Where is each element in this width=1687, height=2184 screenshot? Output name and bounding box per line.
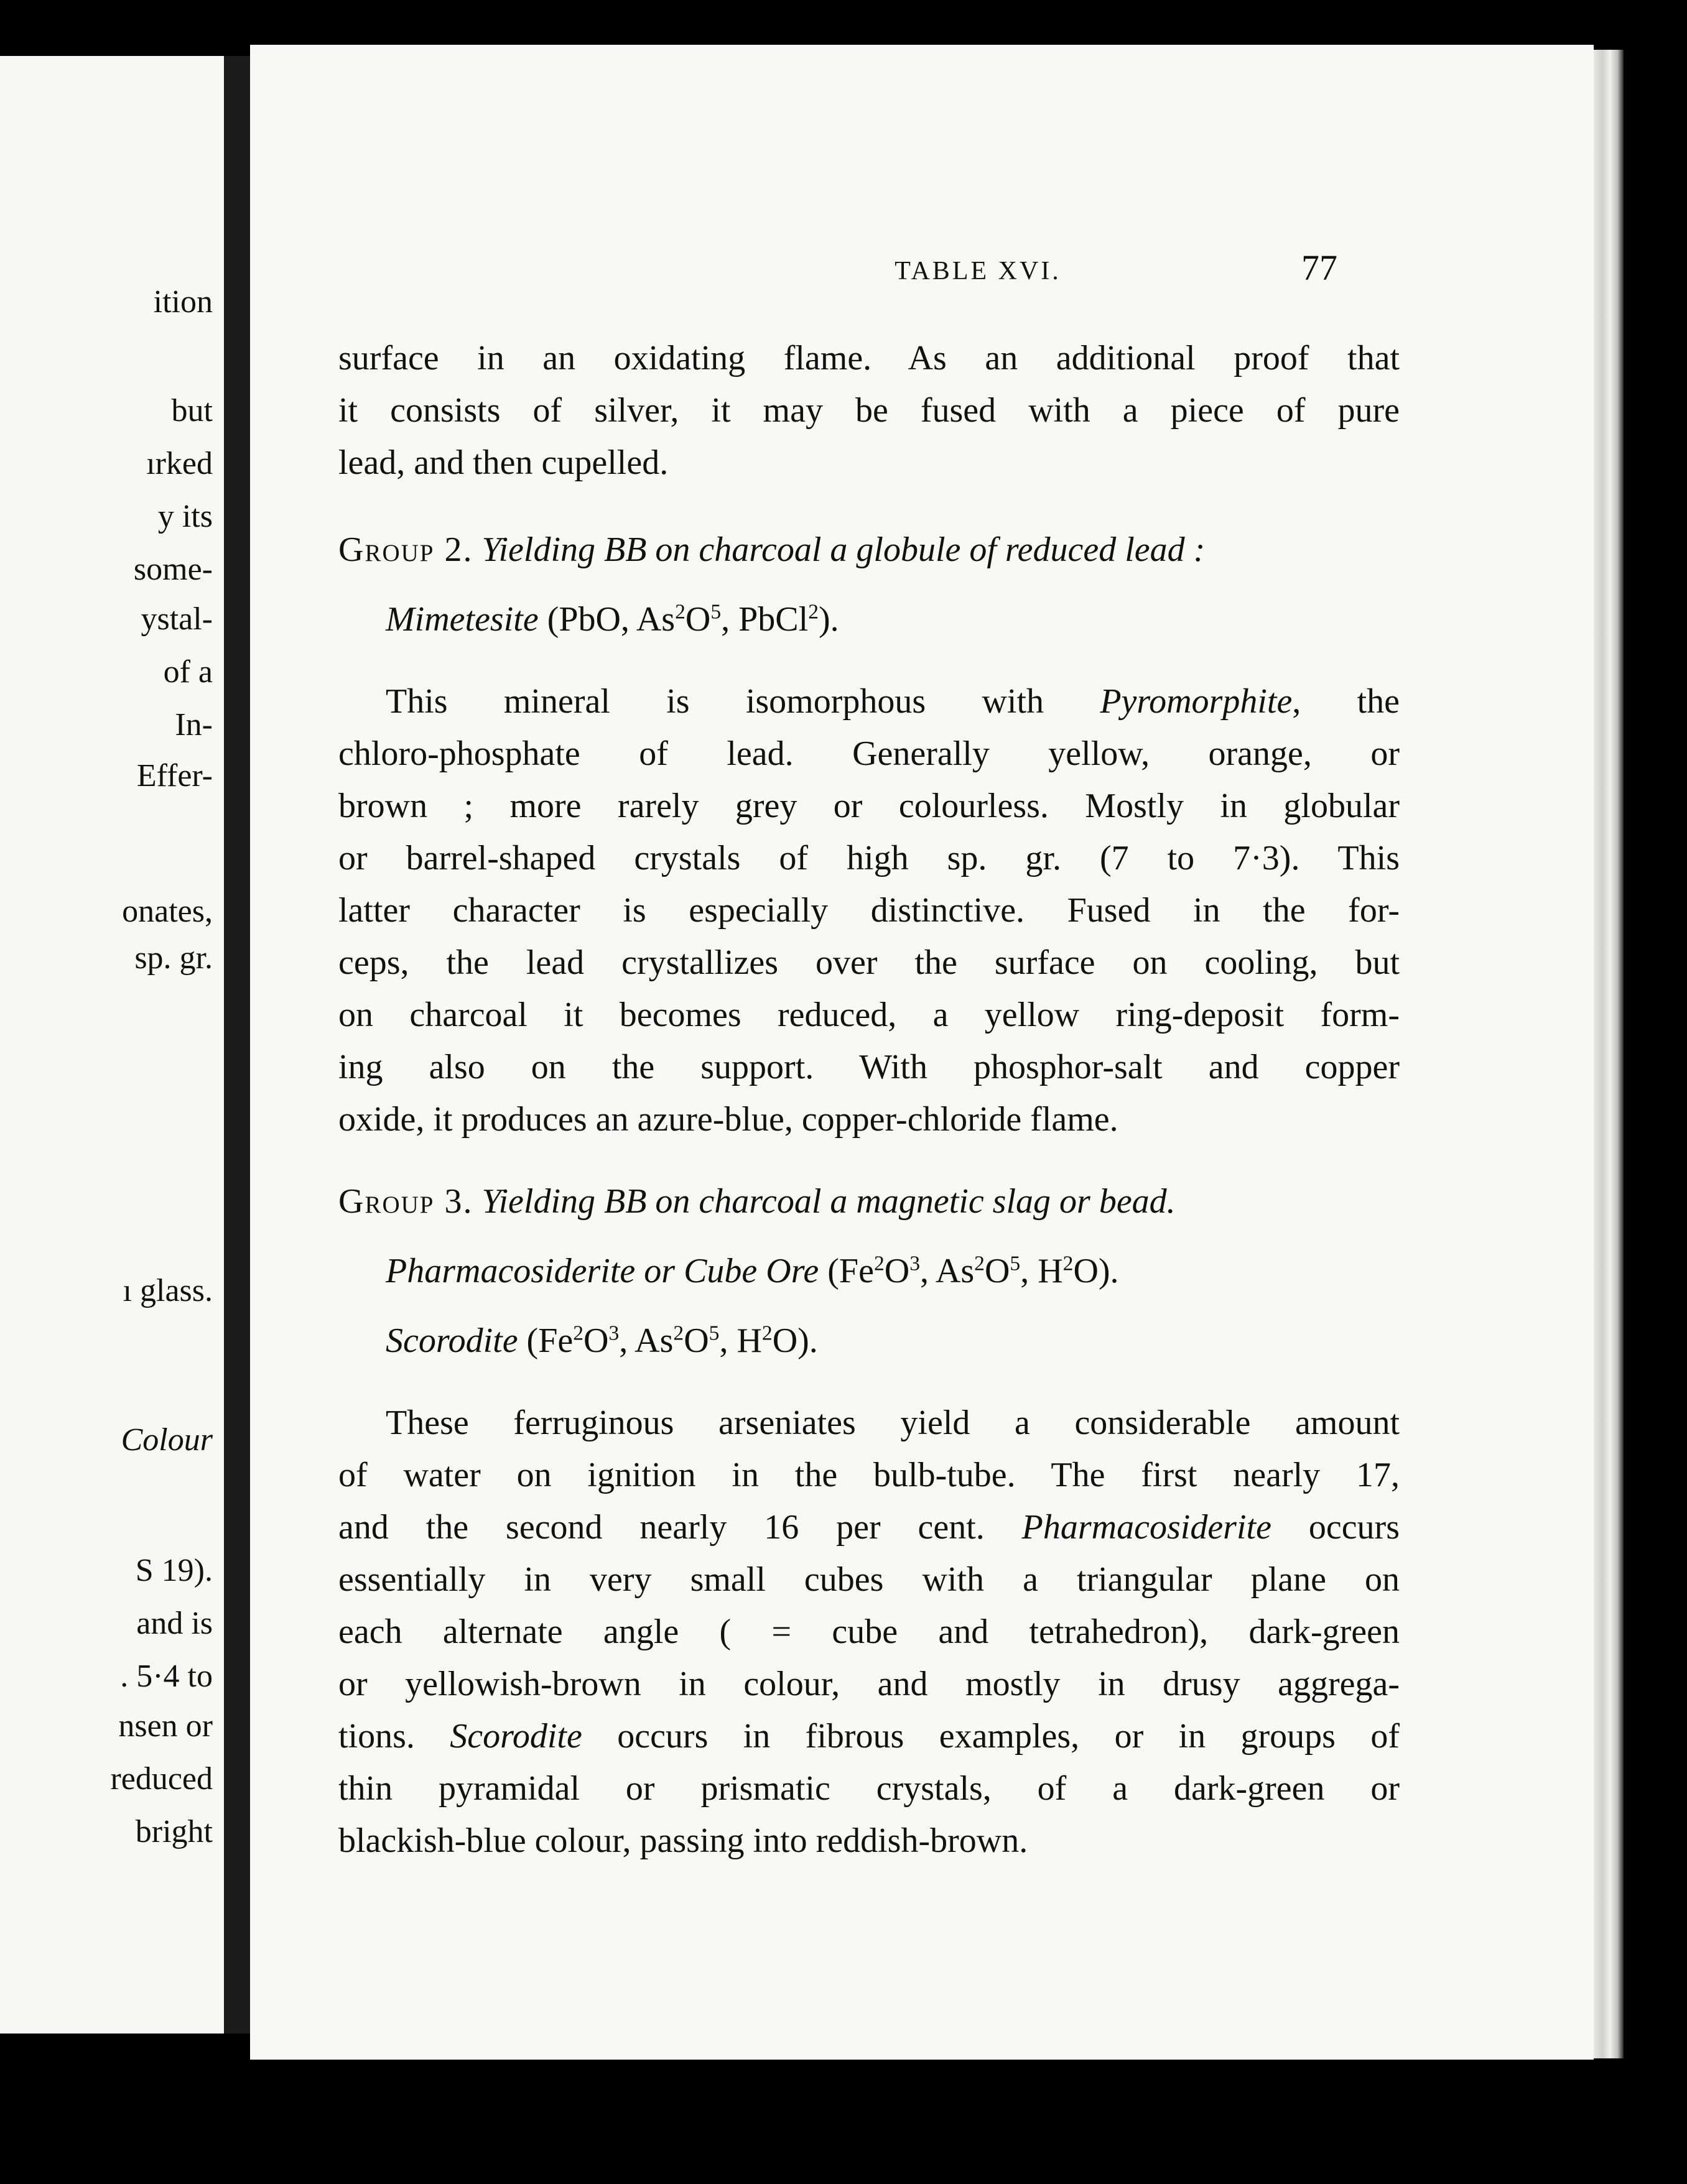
- text-line: [338, 884, 1400, 937]
- formula-part: O: [685, 600, 711, 639]
- left-page-line: Effer-: [136, 758, 213, 794]
- text-line: [338, 1710, 1400, 1762]
- text-line: [338, 1815, 1400, 1867]
- text-segment: tions.: [338, 1717, 450, 1756]
- left-page-line: ition: [153, 284, 213, 320]
- left-page-line: some-: [133, 552, 213, 587]
- mineral-name: Mimetesite: [386, 600, 539, 639]
- mineral-mimetesite: [338, 593, 1400, 645]
- text-line: [338, 1397, 1400, 1449]
- page-body: [338, 332, 1400, 1867]
- text-line: [338, 1553, 1400, 1606]
- text-line: it consists of silver, it may be fused with a piece of pure: [338, 391, 1400, 430]
- formula-part: O).: [772, 1321, 818, 1360]
- group-3-heading: [338, 1175, 1400, 1228]
- group-label: Group 3.: [338, 1182, 473, 1221]
- mineral-name: Pharmacosiderite or Cube Ore: [386, 1252, 819, 1290]
- text-line: [338, 832, 1400, 884]
- text-segment: on charcoal it becomes reduced, a yellow ring-deposit form-: [338, 996, 1400, 1034]
- text-segment: or barrel-shaped crystals of high sp. gr. (7 to 7·3). This: [338, 839, 1400, 877]
- left-page: [0, 56, 224, 2034]
- left-page-line: bright: [135, 1814, 213, 1849]
- italic-term: Pyromorphite: [1100, 682, 1293, 721]
- formula-sup: 2: [1062, 1252, 1074, 1275]
- text-segment: of water on ignition in the bulb-tube. The first nearly 17,: [338, 1456, 1400, 1494]
- formula-part: O: [984, 1252, 1010, 1290]
- page-edge: [1594, 50, 1624, 2058]
- left-page-line: and is: [136, 1606, 213, 1641]
- paragraph-silver: [338, 332, 1400, 489]
- left-page-line: ystal-: [141, 601, 213, 637]
- text-line: [338, 989, 1400, 1041]
- formula-part: , PbCl: [721, 600, 809, 639]
- formula-part: , H: [1020, 1252, 1063, 1290]
- text-segment: brown ; more rarely grey or colourless. Mostly in globular: [338, 787, 1400, 825]
- text-segment: thin pyramidal or prismatic crystals, of a dark-green or: [338, 1769, 1400, 1808]
- running-header: TABLE XVI.: [895, 257, 1061, 285]
- text-line: [338, 1762, 1400, 1815]
- left-page-line: onates,: [122, 894, 213, 929]
- left-page-line: sp. gr.: [134, 940, 213, 976]
- text-segment: essentially in very small cubes with a triangular plane on: [338, 1560, 1400, 1599]
- formula-sup: 2: [974, 1252, 985, 1275]
- formula-sup: 2: [761, 1321, 773, 1345]
- text-line: lead, and then cupelled.: [338, 443, 669, 482]
- group-2-heading: [338, 524, 1400, 576]
- text-segment: or yellowish-brown in colour, and mostly in drusy aggrega-: [338, 1665, 1400, 1703]
- mineral-name: Scorodite: [386, 1321, 518, 1360]
- text-line: [338, 1606, 1400, 1658]
- text-line: [338, 1449, 1400, 1501]
- book-spine: [224, 56, 250, 2034]
- text-segment: oxide, it produces an azure-blue, copper-chloride flame.: [338, 1100, 1118, 1139]
- formula-part: (Fe: [827, 1252, 874, 1290]
- text-line: surface in an oxidating flame. As an additional proof that: [338, 339, 1400, 377]
- text-segment: and the second nearly 16 per cent.: [338, 1508, 1022, 1547]
- text-segment: occurs in fibrous examples, or in groups of: [582, 1717, 1400, 1756]
- text-segment: latter character is especially distinctive. Fused in the for-: [338, 891, 1400, 930]
- group-title: Yielding BB on charcoal a globule of reduced lead :: [481, 530, 1206, 569]
- text-segment: occurs: [1271, 1508, 1400, 1547]
- formula-part: , H: [719, 1321, 762, 1360]
- formula-part: , As: [919, 1252, 975, 1290]
- formula-sup: 2: [675, 600, 685, 624]
- text-segment: , the: [1292, 682, 1400, 721]
- formula-part: O: [884, 1252, 910, 1290]
- left-page-line: nsen or: [118, 1708, 213, 1744]
- mineral-scorodite: [338, 1315, 1400, 1367]
- group-title: Yielding BB on charcoal a magnetic slag or bead.: [481, 1182, 1176, 1221]
- formula-sup: 2: [873, 1252, 885, 1275]
- formula-part: O).: [1073, 1252, 1119, 1290]
- formula-sup: 2: [808, 600, 819, 624]
- formula-part: (Fe: [526, 1321, 574, 1360]
- formula-sup: 5: [1010, 1252, 1021, 1275]
- text-segment: each alternate angle ( = cube and tetrahedron), dark-green: [338, 1613, 1400, 1651]
- formula-part: O: [583, 1321, 609, 1360]
- paragraph-mimetesite: [338, 675, 1400, 1145]
- page-number: 77: [1301, 248, 1337, 288]
- left-page-line: In-: [175, 707, 213, 743]
- formula-sup: 5: [709, 1321, 720, 1345]
- formula-part: , As: [619, 1321, 674, 1360]
- text-line: [338, 675, 1400, 728]
- text-line: [338, 937, 1400, 989]
- group-label: Group 2.: [338, 530, 473, 569]
- italic-term: Scorodite: [450, 1717, 582, 1756]
- formula-part: (PbO, As: [547, 600, 676, 639]
- text-segment: This mineral is isomorphous with: [386, 682, 1100, 721]
- text-line: [338, 1093, 1400, 1145]
- left-page-line: of a: [163, 654, 213, 690]
- text-line: [338, 780, 1400, 832]
- formula-sup: 2: [673, 1321, 684, 1345]
- right-page: [250, 45, 1594, 2060]
- left-page-line: S 19).: [135, 1553, 213, 1588]
- paragraph-arseniates: [338, 1397, 1400, 1867]
- left-page-line: y its: [157, 499, 213, 534]
- text-segment: chloro-phosphate of lead. Generally yellow, orange, or: [338, 734, 1400, 773]
- text-segment: ing also on the support. With phosphor-salt and copper: [338, 1048, 1400, 1086]
- text-line: [338, 1658, 1400, 1710]
- formula-sup: 3: [608, 1321, 620, 1345]
- formula-part: ).: [818, 600, 839, 639]
- left-page-line: ırked: [146, 446, 213, 481]
- text-segment: blackish-blue colour, passing into reddish-brown.: [338, 1821, 1028, 1860]
- left-page-line: Colour: [121, 1422, 213, 1458]
- formula-sup: 5: [710, 600, 722, 624]
- text-line: [338, 728, 1400, 780]
- left-page-line: ı glass.: [123, 1273, 213, 1308]
- text-line: [338, 1501, 1400, 1553]
- formula-sup: 2: [573, 1321, 583, 1345]
- italic-term: Pharmacosiderite: [1021, 1508, 1271, 1547]
- mineral-pharmacosiderite: [338, 1245, 1400, 1297]
- text-segment: These ferruginous arseniates yield a considerable amount: [386, 1404, 1400, 1442]
- text-line: [338, 1041, 1400, 1093]
- formula-sup: 3: [909, 1252, 920, 1275]
- formula-part: O: [684, 1321, 709, 1360]
- text-segment: ceps, the lead crystallizes over the surface on cooling, but: [338, 943, 1400, 982]
- left-page-line: but: [171, 393, 213, 428]
- left-page-line: reduced: [110, 1761, 213, 1797]
- left-page-line: . 5·4 to: [120, 1659, 213, 1694]
